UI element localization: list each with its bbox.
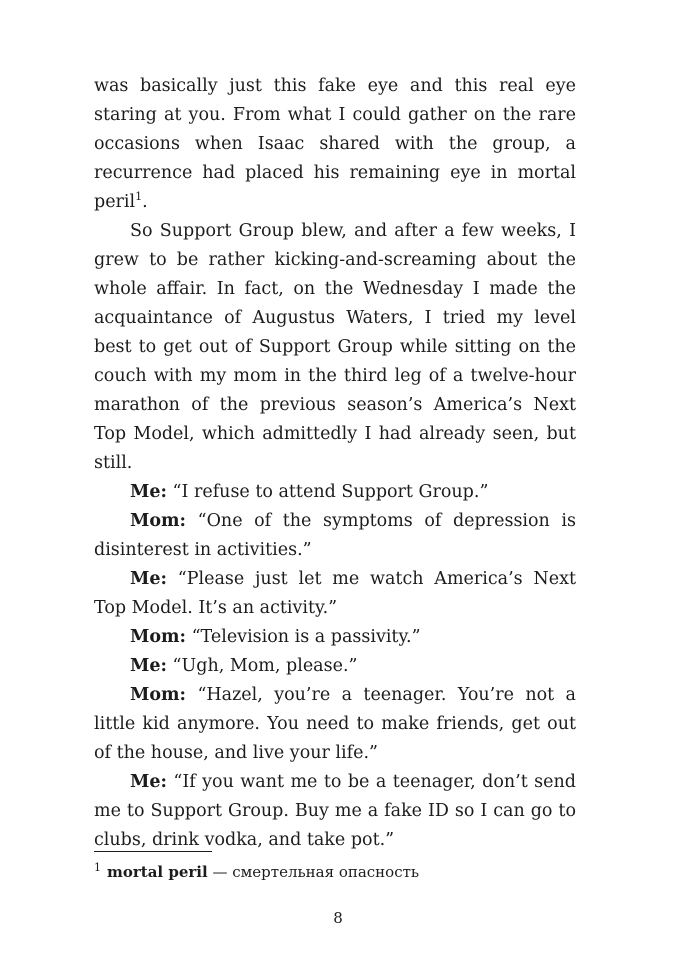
speaker-label: Me: (130, 569, 167, 589)
page-number: 8 (333, 909, 343, 927)
opening-paragraph (94, 72, 576, 217)
dialogue-line (94, 652, 576, 681)
footnote (94, 861, 576, 883)
footnote-definition: — смертельная опасность (207, 863, 420, 881)
dialogue-text: “One of the symptoms of depression is disinterest in activities.” (94, 511, 576, 560)
dialogue-text: “I refuse to attend Support Group.” (172, 482, 489, 502)
dialogue-line (94, 681, 576, 768)
dialogue-text: “Hazel, you’re a teenager. You’re not a little kid anymore. You need to make friends, get out of the house, and live your life.” (94, 685, 576, 763)
opening-paragraph-end: . (142, 192, 148, 212)
speaker-label: Me: (130, 656, 167, 676)
footnote-number: 1 (94, 861, 101, 874)
opening-paragraph-text: was basically just this fake eye and this real eye staring at you. From what I could gather on the rare occasions when Isaac shared with the group, a recurrence had placed his remaining eye in mortal peril (94, 76, 576, 212)
dialogue-text: “If you want me to be a teenager, don’t send me to Support Group. Buy me a fake ID so I can go to clubs, drink vodka, and take pot.” (94, 772, 576, 850)
dialogue-text: “Television is a passivity.” (191, 627, 421, 647)
dialogue-text: “Please just let me watch America’s Next Top Model. It’s an activity.” (94, 569, 576, 618)
dialogue-line (94, 768, 576, 855)
dialogue-line (94, 478, 576, 507)
dialogue-text: “Ugh, Mom, please.” (172, 656, 358, 676)
speaker-label: Mom: (130, 627, 187, 647)
dialogue-line (94, 507, 576, 565)
dialogue-line (94, 565, 576, 623)
footnote-reference[interactable]: 1 (135, 190, 143, 204)
speaker-label: Mom: (130, 511, 187, 531)
narrative-paragraph: So Support Group blew, and after a few weeks, I grew to be rather kicking-and-screaming about the whole affair. In fact, on the Wednesday I made the acquaintance of Augustus Waters, I tried my level best to get out of Support Group while sitting on the couch with my mom in the third leg of a twelve-hour marathon of the previous season’s America’s Next Top Model, which admittedly I had already seen, but still. (94, 221, 576, 473)
dialogue-line (94, 623, 576, 652)
footnote-divider (94, 851, 212, 852)
speaker-label: Mom: (130, 685, 187, 705)
speaker-label: Me: (130, 482, 167, 502)
footnote-term: mortal peril (107, 863, 208, 881)
main-text-block (94, 217, 576, 855)
opening-paragraph-block (94, 72, 576, 217)
speaker-label: Me: (130, 772, 167, 792)
